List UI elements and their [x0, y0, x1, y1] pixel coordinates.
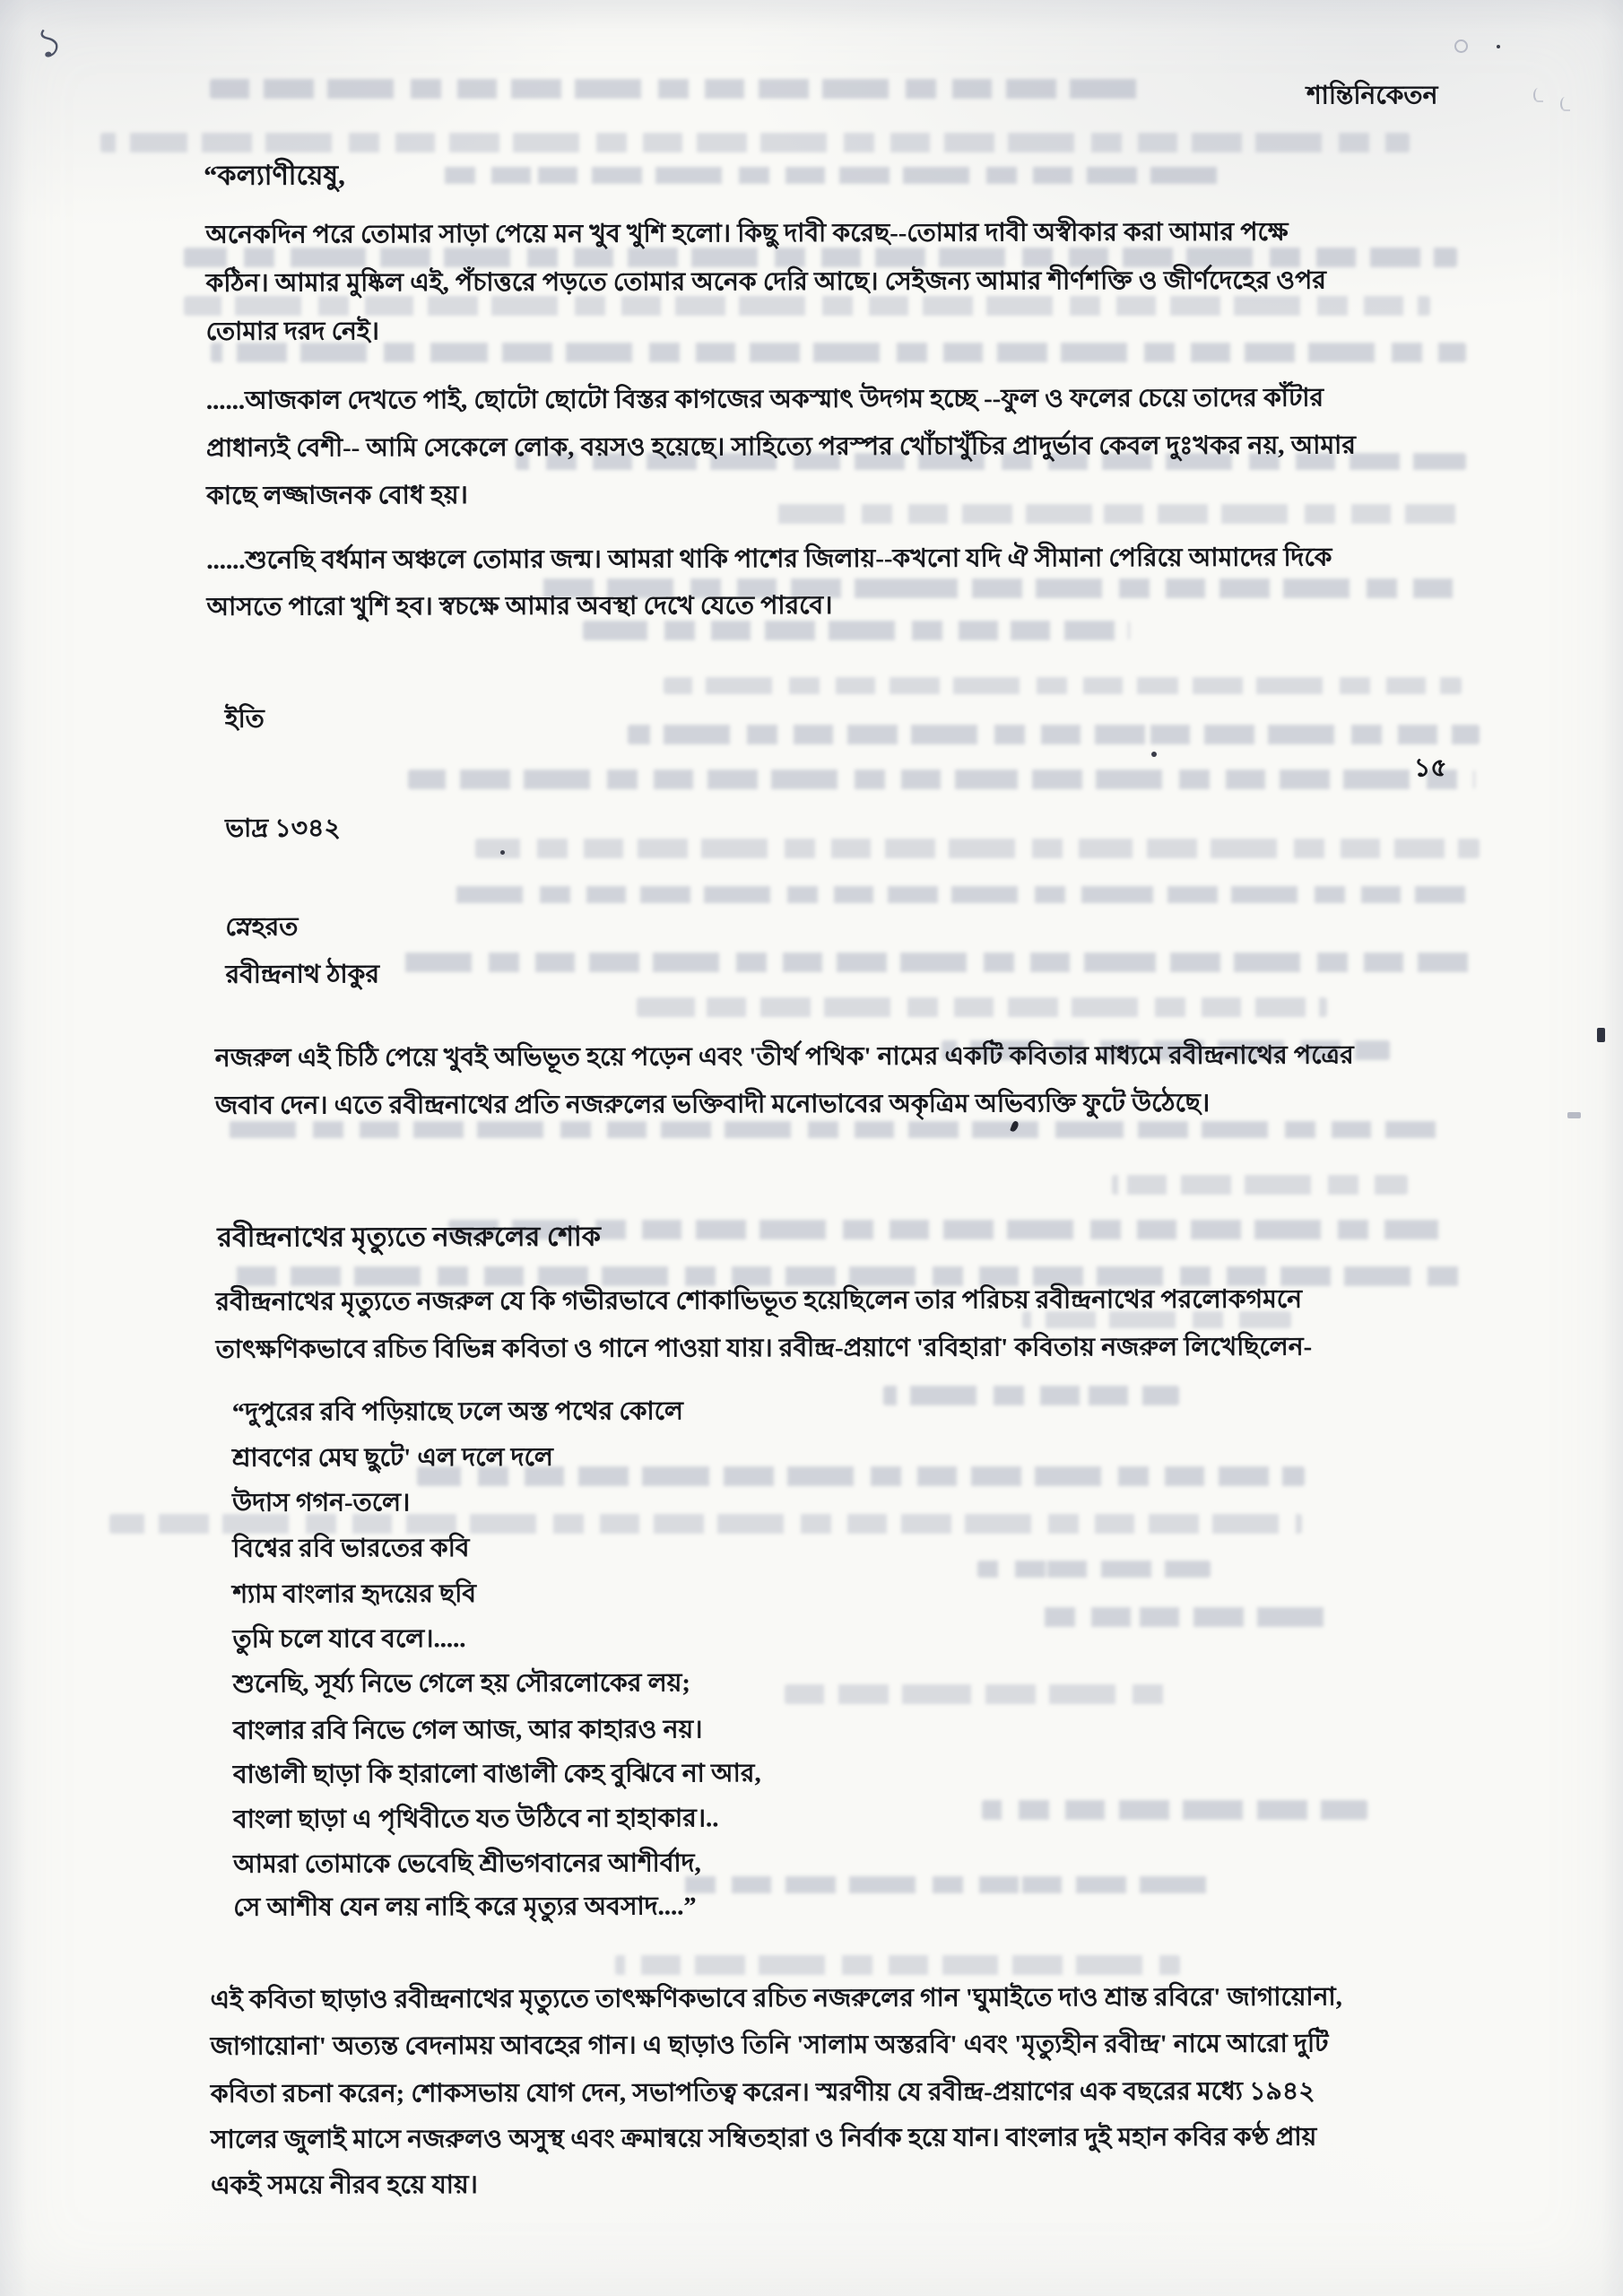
poem-line: “দুপুরের রবি পড়িয়াছে ঢলে অস্ত পথের কোলে — [231, 1397, 683, 1427]
letter-line: আসতে পারো খুশি হব। স্বচক্ষে আমার অবস্থা দেখে যেতে পারবে। — [206, 591, 833, 622]
poem-line: বাংলা ছাড়া এ পৃথিবীতে যত উঠিবে না হাহাকার।.. — [232, 1805, 719, 1834]
poem-line: শ্যাম বাংলার হৃদয়ের ছবি — [232, 1579, 476, 1609]
poem-line: শুনেছি, সূর্য্য নিভে গেলে হয় সৌরলোকের লয়; — [232, 1669, 690, 1699]
poem-line: বাঙালী ছাড়া কি হারালো বাঙালী কেহ বুঝিবে না আর, — [232, 1760, 761, 1789]
commentary-line: জাগায়োনা' অত্যন্ত বেদনাময় আবহের গান। এ ছাড়াও তিনি 'সালাম অস্তরবি' এবং 'মৃত্যুহীন রবীন্দ্র' নামে আরো দুটি — [210, 2030, 1329, 2061]
letter-line: কাছে লজ্জাজনক বোধ হয়। — [206, 482, 468, 510]
letter-line: অনেকদিন পরে তোমার সাড়া পেয়ে মন খুব খুশি হলো। কিছু দাবী করেছ--তোমার দাবী অস্বীকার করা আমার পক্ষে — [205, 218, 1289, 249]
commentary-line: একই সময়ে নীরব হয়ে যায়। — [210, 2170, 478, 2200]
poem-line: উদাস গগন-তলে। — [231, 1489, 411, 1518]
poem-line: তুমি চলে যাবে বলে।..... — [232, 1625, 466, 1654]
letter-closing-iti: ইতি — [224, 705, 265, 734]
poem-line: আমরা তোমাকে ভেবেছি শ্রীভগবানের আশীর্বাদ, — [233, 1849, 701, 1879]
section-heading: রবীন্দ্রনাথের মৃত্যুতে নজরুলের শোক — [217, 1222, 601, 1253]
commentary-line: রবীন্দ্রনাথের মৃত্যুতে নজরুল যে কি গভীরভাবে শোকাভিভূত হয়েছিলেন তার পরিচয় রবীন্দ্রনাথের পরলোকগমনে — [215, 1285, 1303, 1317]
letter-line: কঠিন। আমার মুষ্কিল এই, পঁচাত্তরে পড়তে তোমার অনেক দেরি আছে। সেইজন্য আমার শীর্ণশক্তি ও জীর্ণদেহের ওপর — [205, 266, 1326, 298]
poem-line: শ্রাবণের মেঘ ছুটে' এল দলে দলে — [231, 1443, 553, 1473]
page-number: ১৫ — [1413, 754, 1447, 783]
letter-closing-date: ভাদ্র ১৩৪২ — [225, 814, 341, 843]
letter-line: ......আজকাল দেখতে পাই, ছোটো ছোটো বিস্তর কাগজের অকস্মাৎ উদগম হচ্ছে --ফুল ও ফলের চেয়ে তাদের কাঁটার — [205, 384, 1324, 415]
handwritten-page-mark: ১ — [33, 15, 66, 68]
poem-line: বিশ্বের রবি ভারতের কবি — [232, 1535, 470, 1563]
commentary-line: তাৎক্ষণিকভাবে রচিত বিভিন্ন কবিতা ও গানে পাওয়া যায়। রবীন্দ্র-প্রয়াণে 'রবিহারা' কবিতায় নজরুল লিখেছিলেন- — [215, 1333, 1313, 1364]
commentary-line: কবিতা রচনা করেন; শোকসভায় যোগ দেন, সভাপতিত্ব করেন। স্মরণীয় যে রবীন্দ্র-প্রয়াণের এক বছরের মধ্যে ১৯৪২ — [210, 2077, 1315, 2109]
letter-salutation: “কল্যাণীয়েষু, — [204, 161, 345, 191]
letter-signature: রবীন্দ্রনাথ ঠাকুর — [225, 961, 380, 989]
letter-line: ......শুনেছি বর্ধমান অঞ্চলে তোমার জন্ম। আমরা থাকি পাশের জিলায়--কখনো যদি ঐ সীমানা পেরিয়ে আমাদের দিকে — [206, 544, 1332, 575]
poem-line: বাংলার রবি নিভে গেল আজ, আর কাহারও নয়। — [232, 1716, 703, 1745]
letter-place-header: শান্তিনিকেতন — [1306, 82, 1438, 110]
letter-line: প্রাধান্যই বেশী-- আমি সেকেলে লোক, বয়সও হয়েছে। সাহিত্যে পরস্পর খোঁচাখুঁচির প্রাদুর্ভাব কেবল দুঃখকর নয়, আমার — [205, 431, 1356, 463]
commentary-line: সালের জুলাই মাসে নজরুলও অসুস্থ এবং ক্রমান্বয়ে সম্বিতহারা ও নির্বাক হয়ে যান। বাংলার দুই মহান কবির কণ্ঠ প্রায় — [210, 2123, 1317, 2154]
letter-closing-regards: স্নেহরত — [225, 913, 299, 942]
poem-line: সে আশীষ যেন লয় নাহি করে মৃত্যুর অবসাদ....” — [233, 1892, 697, 1922]
commentary-line: এই কবিতা ছাড়াও রবীন্দ্রনাথের মৃত্যুতে তাৎক্ষণিকভাবে রচিত নজরুলের গান 'ঘুমাইতে দাও শ্রান্ত রবিরে' জাগায়োনা, — [210, 1983, 1342, 2014]
commentary-line: নজরুল এই চিঠি পেয়ে খুবই অভিভূত হয়ে পড়েন এবং 'তীর্থ পথিক' নামের একটি কবিতার মাধ্যমে রবীন্দ্রনাথের পত্রের — [214, 1041, 1354, 1073]
letter-line: তোমার দরদ নেই। — [205, 317, 379, 346]
commentary-line: জবাব দেন। এতে রবীন্দ্রনাথের প্রতি নজরুলের ভক্তিবাদী মনোভাবের অকৃত্রিম অভিব্যক্তি ফুটে উঠেছে। — [214, 1089, 1211, 1120]
